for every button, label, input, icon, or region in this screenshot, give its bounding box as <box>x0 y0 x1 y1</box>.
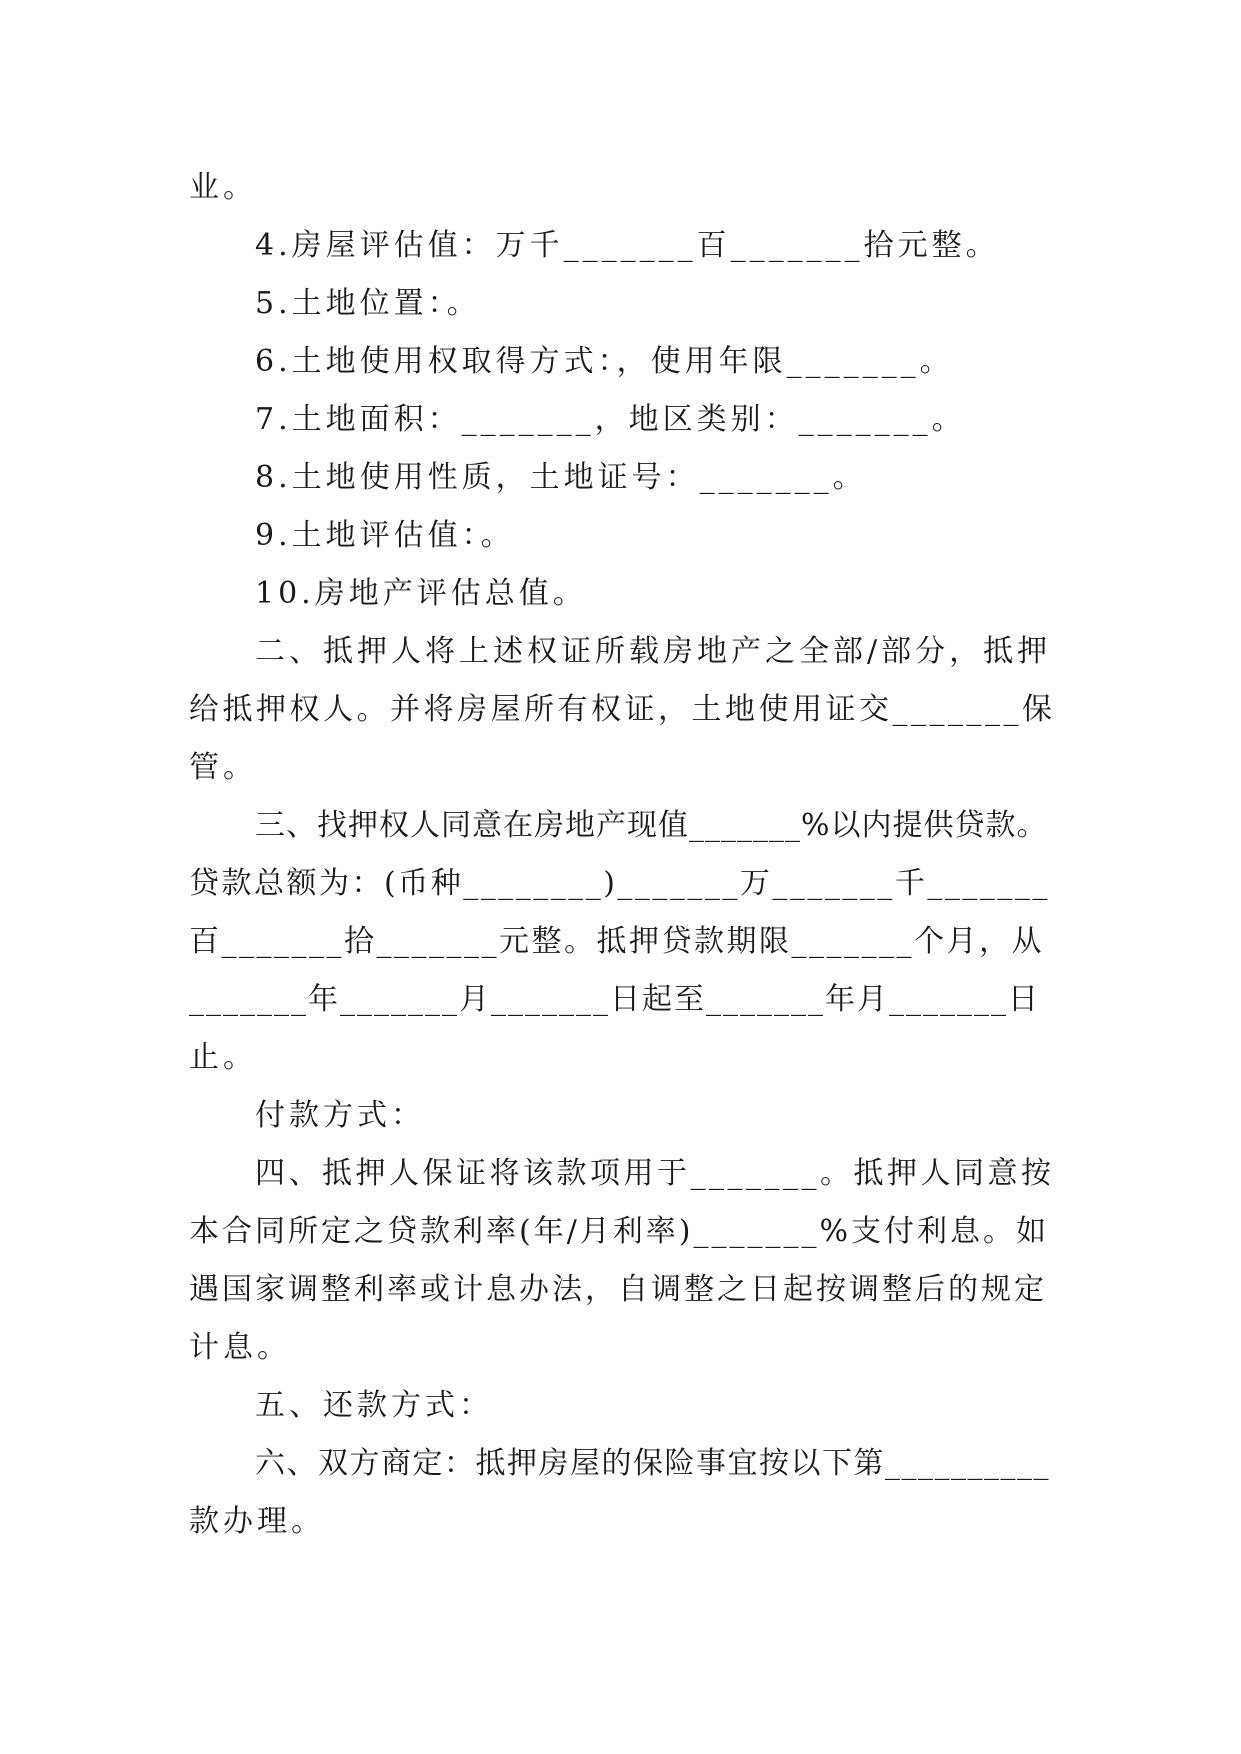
text-line: 遇国家调整利率或计息办法，自调整之日起按调整后的规定 <box>189 1272 1047 1307</box>
text-line: 止。 <box>189 1040 257 1075</box>
text-line: 计息。 <box>189 1330 291 1365</box>
text-line: 10.房地产评估总值。 <box>255 576 587 611</box>
text-line: 三、找押权人同意在房地产现值_______%以内提供贷款。 <box>255 808 1048 843</box>
text-line: 二、抵押人将上述权证所载房地产之全部/部分，抵押 <box>255 634 1052 669</box>
text-line: 款办理。 <box>189 1504 325 1539</box>
text-line: 9.土地评估值：。 <box>255 518 515 553</box>
text-line: 业。 <box>189 170 257 205</box>
text-line: 五、还款方式： <box>255 1388 493 1423</box>
text-line: 本合同所定之贷款利率(年/月利率)_______%支付利息。如 <box>189 1214 1050 1249</box>
text-line: 4.房屋评估值：万千_______百_______拾元整。 <box>255 228 1000 263</box>
text-line: 5.土地位置：。 <box>255 286 481 321</box>
text-line: 贷款总额为：(币种________)_______万_______千_______ <box>189 866 1050 901</box>
text-line: 管。 <box>189 750 257 785</box>
text-line: 付款方式： <box>255 1098 425 1133</box>
text-line: 6.土地使用权取得方式：，使用年限_______。 <box>255 344 954 379</box>
text-line: 四、抵押人保证将该款项用于_______。抵押人同意按 <box>255 1156 1055 1191</box>
text-line: 给抵押权人。并将房屋所有权证，土地使用证交_______保 <box>189 692 1056 727</box>
text-line: _______年_______月_______日起至_______年月_______日 <box>189 982 1040 1017</box>
text-line: 六、双方商定：抵押房屋的保险事宜按以下第__________ <box>255 1446 1050 1481</box>
text-line: 百_______拾_______元整。抵押贷款期限_______个月，从 <box>189 924 1044 959</box>
text-line: 8.土地使用性质，土地证号：_______。 <box>255 460 867 495</box>
text-line: 7.土地面积：_______，地区类别：_______。 <box>255 402 966 437</box>
